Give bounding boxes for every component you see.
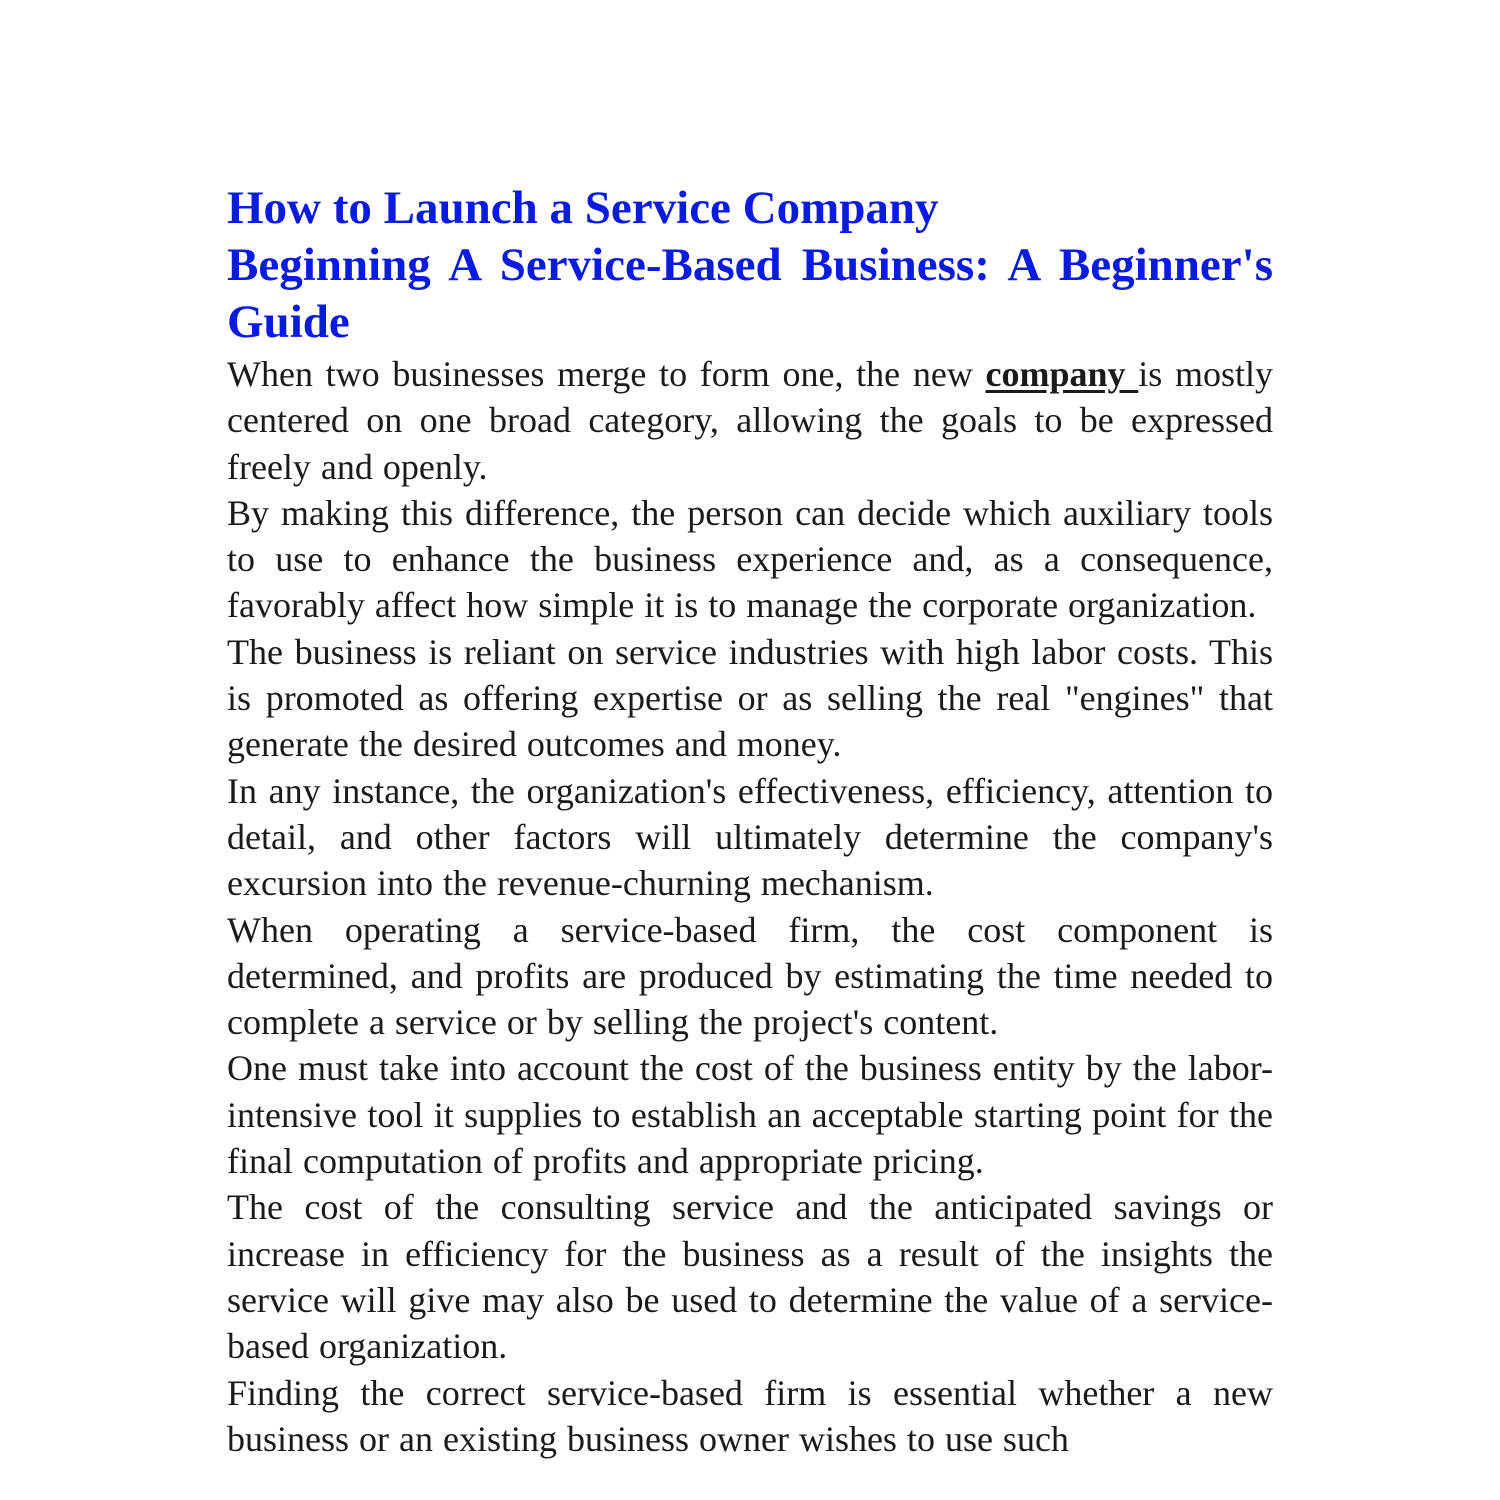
paragraph-1-rest: is mostly centered on one broad category, allowing the goals to be expressed freely and openly.: [227, 354, 1274, 487]
paragraph-4: In any instance, the organization's effectiveness, efficiency, attention to detail, and other factors will ultimately determine the company's excursion into the revenue-churning mechanism.: [227, 770, 1273, 904]
paragraph-1: [227, 351, 1273, 490]
document-page: [227, 180, 1273, 1462]
paragraph-1-lead: When two businesses merge to form one, the new: [227, 354, 986, 394]
document-title: How to Launch a Service Company: [227, 182, 939, 234]
paragraph-2: By making this difference, the person can decide which auxiliary tools to use to enhance the business experience and, as a consequence, favorably affect how simple it is to manage the corporate organization.: [227, 492, 1273, 626]
paragraph-3: The business is reliant on service industries with high labor costs. This is promoted as offering expertise or as selling the real "engines" that generate the desired outcomes and money.: [227, 631, 1273, 765]
paragraph-5: When operating a service-based firm, the cost component is determined, and profits are produced by estimating the time needed to complete a service or by selling the project's content.: [227, 909, 1273, 1043]
paragraph-7: The cost of the consulting service and the anticipated savings or increase in efficiency for the business as a result of the insights the service will give may also be used to determine the value of a service-based organization.: [227, 1187, 1273, 1367]
company-link[interactable]: company: [985, 354, 1139, 394]
document-body: [227, 351, 1273, 1462]
paragraph-6: One must take into account the cost of the business entity by the labor-intensive tool it supplies to establish an acceptable starting point for the final computation of profits and appropriate pricing.: [227, 1048, 1273, 1182]
document-subtitle: Beginning A Service-Based Business: A Beginner's Guide: [227, 239, 1273, 348]
paragraph-8: Finding the correct service-based firm is essential whether a new business or an existing business owner wishes to use such: [227, 1372, 1273, 1459]
